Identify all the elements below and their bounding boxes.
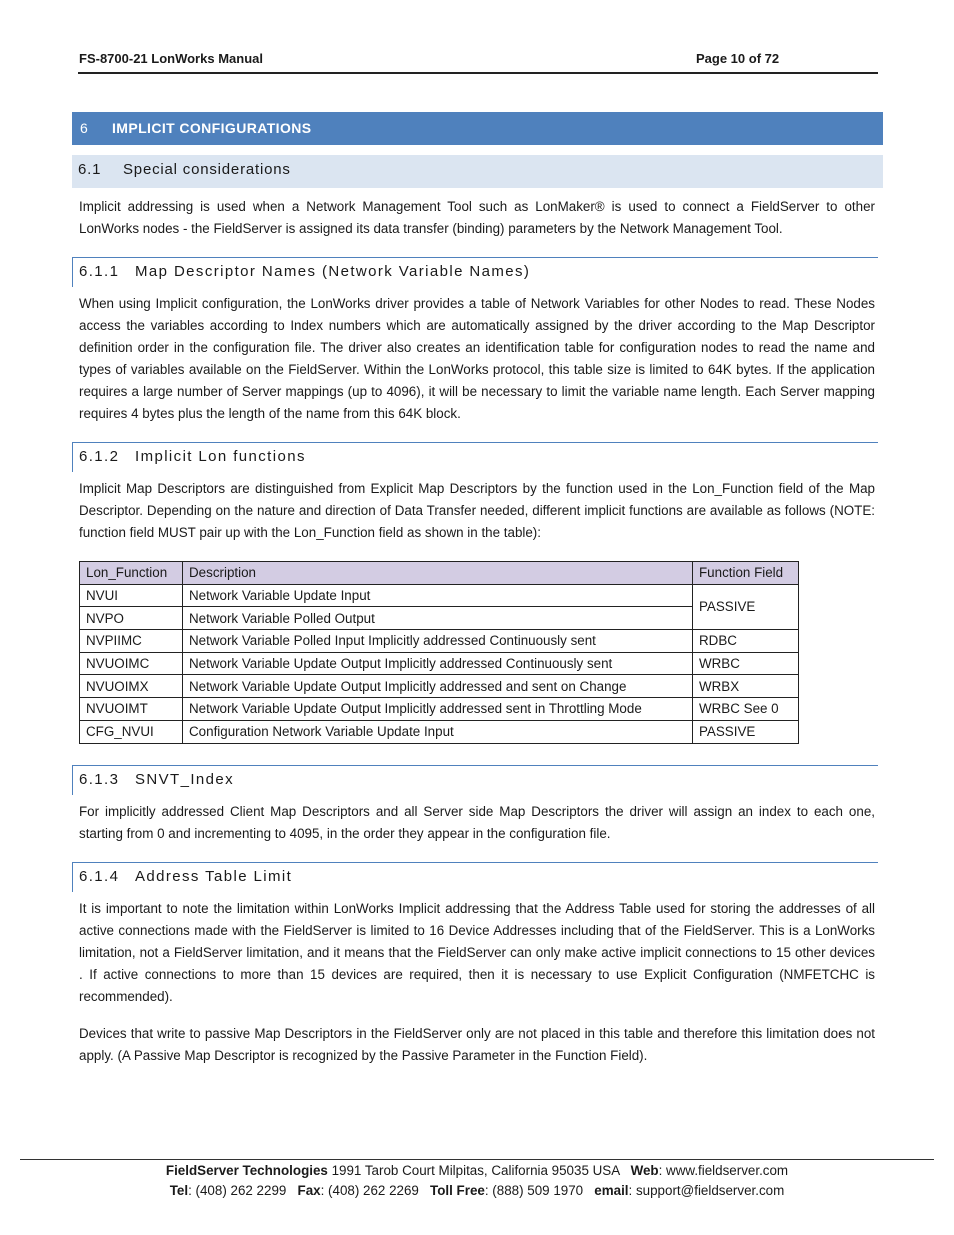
section-6-1-1-title: Map Descriptor Names (Network Variable Names)	[135, 263, 531, 280]
footer-tollfree: : (888) 509 1970	[484, 1183, 595, 1198]
table-row	[80, 698, 799, 721]
section-6-1-4-body-2: Devices that write to passive Map Descriptors in the FieldServer only are not placed in this table and therefore this limitation does not apply. (A Passive Map Descriptor is recognized by the Passive Parameter in the Function Field).	[79, 1026, 875, 1063]
table-cell: Network Variable Update Output Implicitly addressed sent in Throttling Mode	[183, 698, 693, 721]
section-6-1-2-body: Implicit Map Descriptors are distinguished from Explicit Map Descriptors by the function used in the Lon_Function field of the Map Descriptor. Depending on the nature and direction of Data Transfer needed, different implicit functions are available as follows (NOTE: function field MUST pair up with the Lon_Function field as shown in the table):	[79, 481, 875, 540]
footer-fax: : (408) 262 2269	[320, 1183, 431, 1198]
section-6-1-number: 6.1	[78, 161, 102, 178]
footer-web-label: Web	[630, 1163, 659, 1178]
header-divider	[78, 72, 878, 74]
section-6-1-body: Implicit addressing is used when a Network Management Tool such as LonMaker® is used to connect a FieldServer to other LonWorks nodes - the FieldServer is assigned its data transfer (binding) parameters by the Network Management Tool.	[79, 199, 875, 236]
table-header-cell: Description	[183, 562, 693, 585]
section-6-1-2-heading	[72, 442, 878, 472]
table-cell: Network Variable Update Output Implicitly addressed and sent on Change	[183, 675, 693, 698]
table-cell: Network Variable Update Output Implicitly addressed Continuously sent	[183, 652, 693, 675]
table-row	[80, 607, 799, 630]
section-6-number: 6	[80, 120, 89, 136]
table-cell: Network Variable Update Input	[183, 584, 693, 607]
table-cell: NVPIIMC	[80, 630, 183, 653]
section-6-heading	[72, 112, 883, 145]
section-6-1-1-heading	[72, 257, 878, 287]
section-6-1-4-number: 6.1.4	[79, 868, 120, 885]
table-cell: RDBC	[693, 630, 799, 653]
section-6-title: IMPLICIT CONFIGURATIONS	[112, 120, 312, 136]
table-cell: WRBC See 0	[693, 698, 799, 721]
table-row	[80, 675, 799, 698]
section-6-1-4-heading	[72, 862, 878, 892]
footer-line-2	[0, 1183, 954, 1198]
table-cell: PASSIVE	[693, 584, 799, 629]
footer-fax-label: Fax	[297, 1183, 321, 1198]
table-cell: CFG_NVUI	[80, 720, 183, 743]
section-6-1-title: Special considerations	[123, 161, 291, 178]
table-cell: WRBX	[693, 675, 799, 698]
section-6-1-3-title: SNVT_Index	[135, 771, 235, 788]
footer-email-label: email	[594, 1183, 629, 1198]
document-title: FS-8700-21 LonWorks Manual	[79, 51, 263, 66]
table-cell: WRBC	[693, 652, 799, 675]
table-row	[80, 720, 799, 743]
table-cell: NVUOIMT	[80, 698, 183, 721]
table-cell: Network Variable Polled Input Implicitly addressed Continuously sent	[183, 630, 693, 653]
footer-company: FieldServer Technologies	[165, 1163, 328, 1178]
section-6-1-3-heading	[72, 765, 878, 795]
table-header-row	[80, 562, 799, 585]
section-6-1-heading	[72, 155, 883, 188]
page-number: Page 10 of 72	[696, 51, 780, 66]
table-cell: NVUOIMC	[80, 652, 183, 675]
table-cell: PASSIVE	[693, 720, 799, 743]
footer-tollfree-label: Toll Free	[430, 1183, 485, 1198]
footer-tel: : (408) 262 2299	[188, 1183, 298, 1198]
footer-tel-label: Tel	[169, 1183, 189, 1198]
section-6-1-1-body: When using Implicit configuration, the LonWorks driver provides a table of Network Variables for other Nodes to read. These Nodes access the variables according to Index numbers which are automatically assigned by the driver according to the Map Descriptor definition order in the configuration file. The driver also creates an identification table for configuration nodes to read the name and types of variables available on the FieldServer. Within the LonWorks protocol, this table size is limited to 64K bytes. If the application requires a large number of Server mappings (up to 4096), it will be necessary to limit the variable name length. Each Server mapping requires 4 bytes plus the length of the name from this 64K block.	[79, 296, 875, 421]
table-cell: Configuration Network Variable Update Input	[183, 720, 693, 743]
table-cell: NVPO	[80, 607, 183, 630]
footer-web: : www.fieldserver.com	[658, 1163, 789, 1178]
table-row	[80, 630, 799, 653]
footer-address: 1991 Tarob Court Milpitas, California 95035 USA	[327, 1163, 631, 1178]
lon-function-table	[79, 561, 799, 744]
section-6-1-2-title: Implicit Lon functions	[135, 448, 306, 465]
footer-line-1	[0, 1163, 954, 1178]
table-cell: NVUI	[80, 584, 183, 607]
section-6-1-4-body-1: It is important to note the limitation within LonWorks Implicit addressing that the Address Table used for storing the addresses of all active connections made with the FieldServer is limited to 16 Device Addresses including that of the FieldServer. This is a LonWorks limitation, not a FieldServer limitation, and it means that the FieldServer can only make active implicit connections to 15 other devices . If active connections to more than 15 devices are required, then it is necessary to use Explicit Configuration (NMFETCHC is recommended).	[79, 901, 875, 1004]
footer-email: : support@fieldserver.com	[628, 1183, 785, 1198]
footer-divider	[20, 1159, 934, 1160]
table-row	[80, 652, 799, 675]
table-row	[80, 584, 799, 607]
table-header-cell: Function Field	[693, 562, 799, 585]
section-6-1-1-number: 6.1.1	[79, 263, 120, 280]
section-6-1-3-number: 6.1.3	[79, 771, 120, 788]
table-header-cell: Lon_Function	[80, 562, 183, 585]
section-6-1-2-number: 6.1.2	[79, 448, 120, 465]
section-6-1-4-title: Address Table Limit	[135, 868, 293, 885]
section-6-1-3-body: For implicitly addressed Client Map Descriptors and all Server side Map Descriptors the driver will assign an index to each one, starting from 0 and incrementing to 4095, in the order they appear in the configuration file.	[79, 804, 875, 841]
table-cell: Network Variable Polled Output	[183, 607, 693, 630]
table-cell: NVUOIMX	[80, 675, 183, 698]
